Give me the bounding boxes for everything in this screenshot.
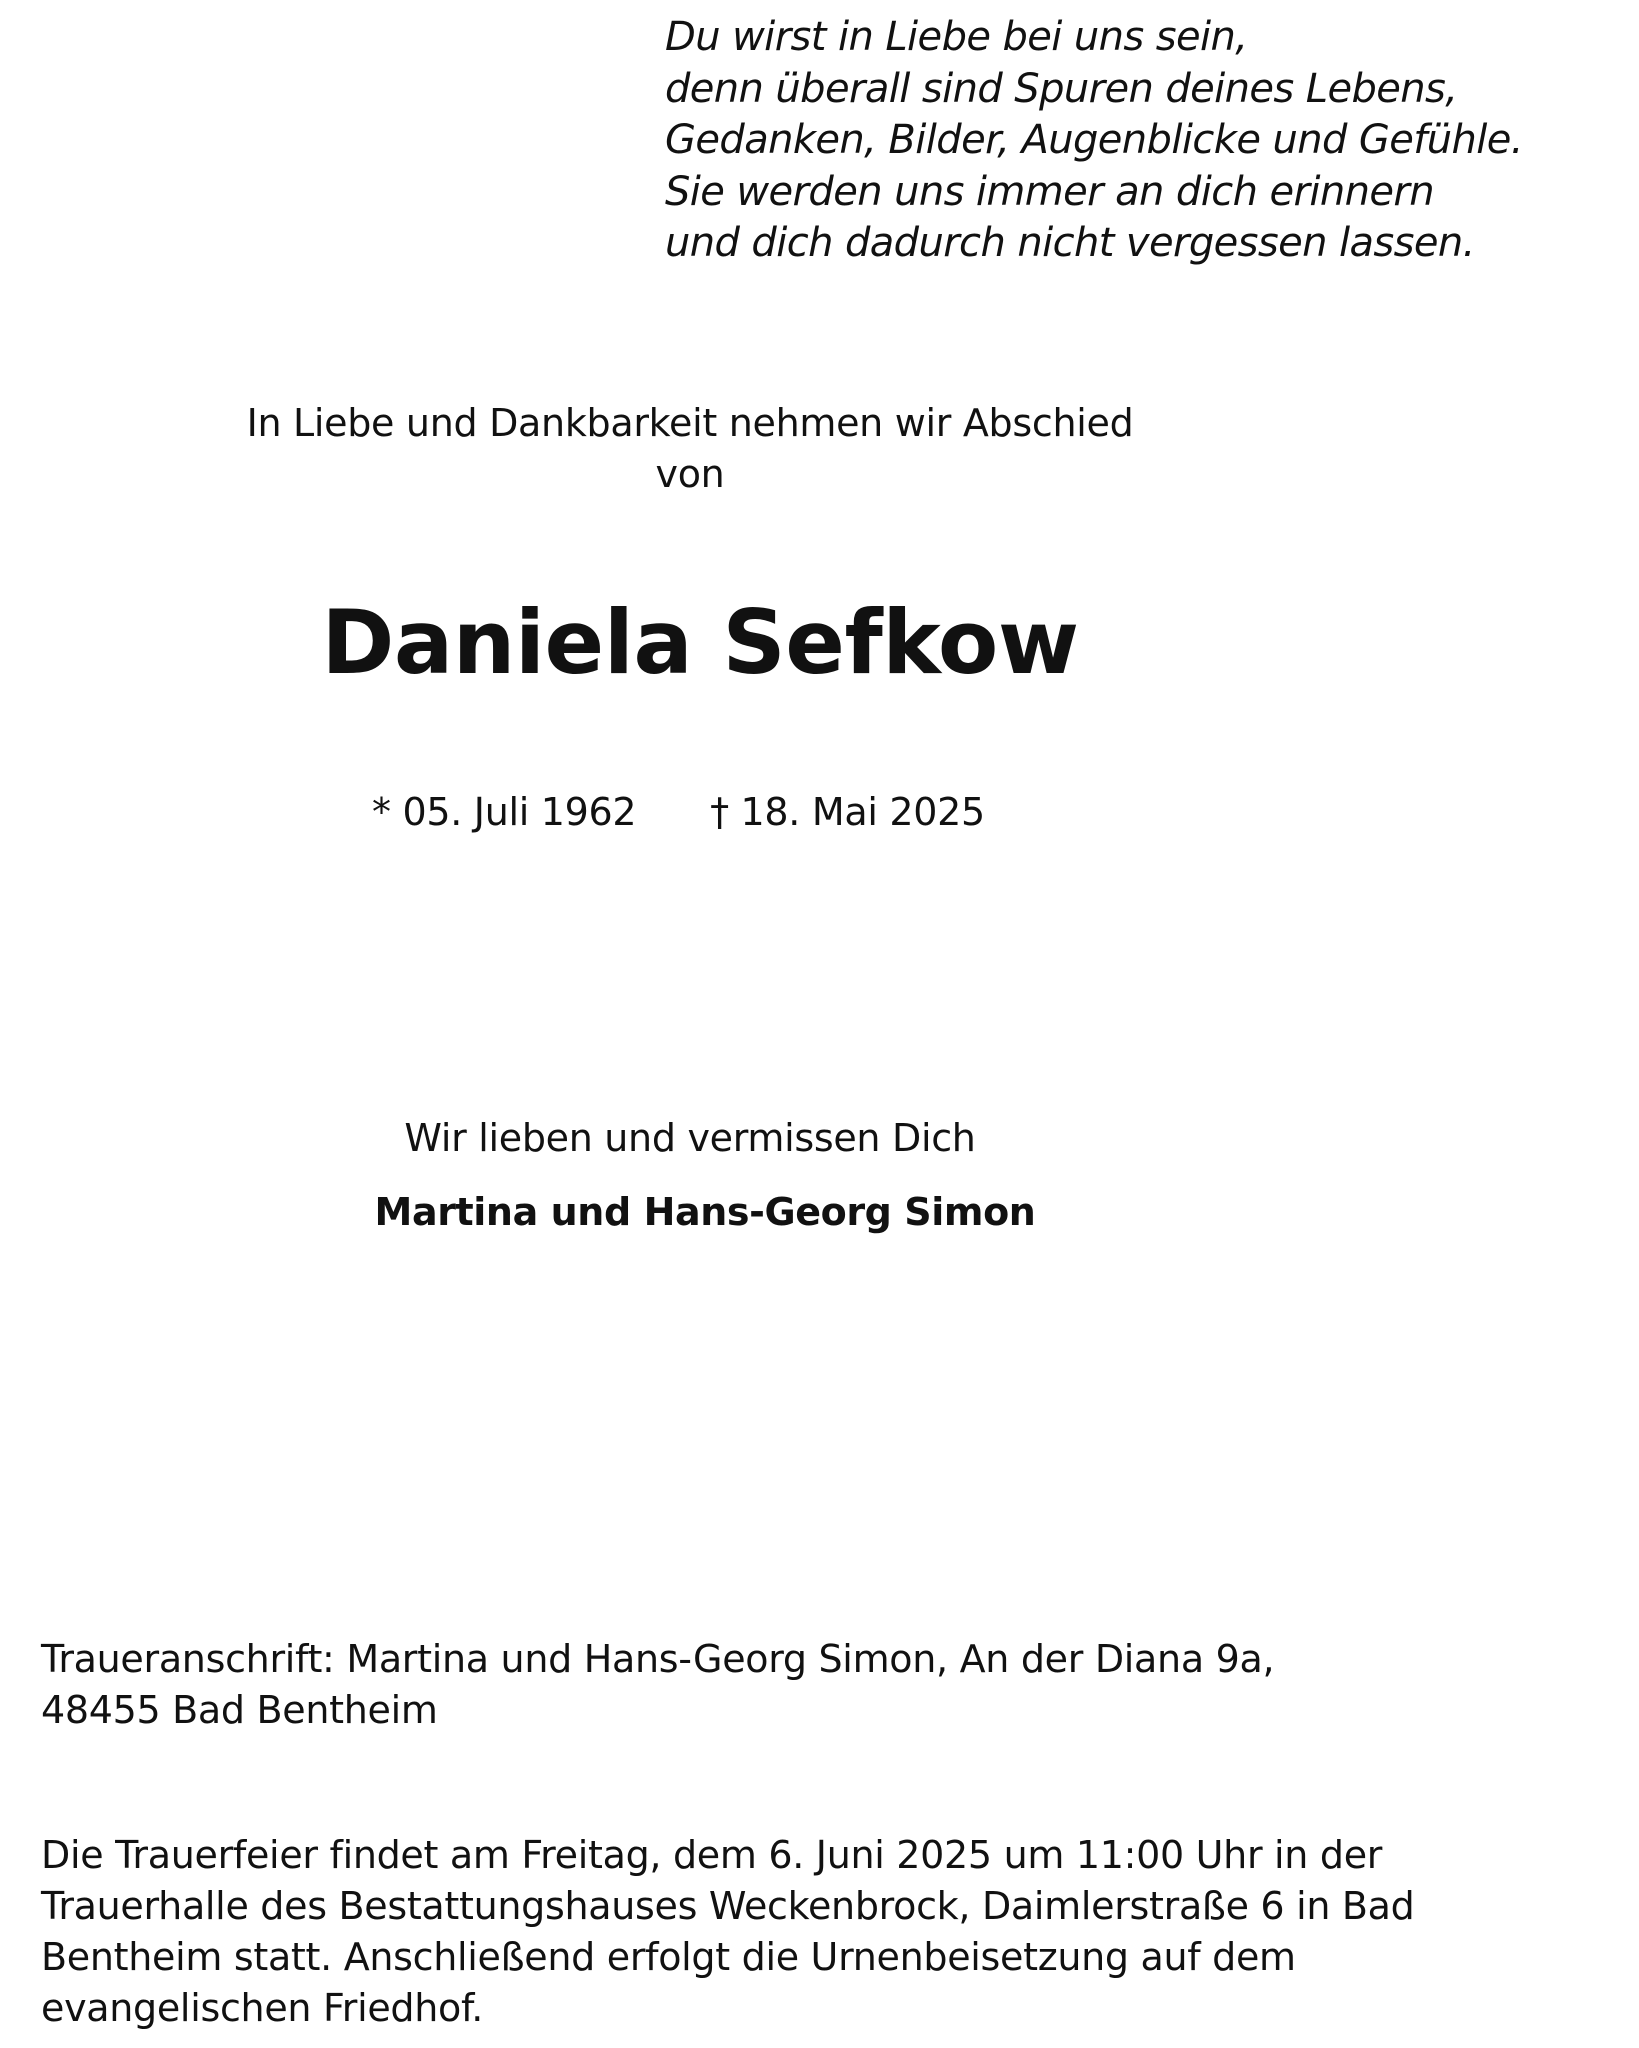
poem-line: Gedanken, Bilder, Augenblicke und Gefühle. bbox=[665, 117, 1523, 163]
poem-line: Du wirst in Liebe bei uns sein, bbox=[665, 14, 1248, 60]
intro-line-1: In Liebe und Dankbarkeit nehmen wir Abschied bbox=[246, 401, 1134, 445]
farewell-message: Wir lieben und vermissen Dich bbox=[404, 1116, 976, 1160]
ceremony-line: evangelischen Friedhof. bbox=[41, 1986, 484, 2030]
ceremony-line: Trauerhalle des Bestattungshauses Weckenbrock, Daimlerstraße 6 in Bad bbox=[41, 1884, 1415, 1928]
ceremony-line: Die Trauerfeier findet am Freitag, dem 6. Juni 2025 um 11:00 Uhr in der bbox=[41, 1833, 1383, 1877]
death-date: † 18. Mai 2025 bbox=[710, 790, 985, 834]
poem-line: und dich dadurch nicht vergessen lassen. bbox=[665, 220, 1475, 266]
intro-line-2: von bbox=[655, 452, 725, 496]
ceremony-line: Bentheim statt. Anschließend erfolgt die Urnenbeisetzung auf dem bbox=[41, 1935, 1296, 1979]
address-line: Traueranschrift: Martina und Hans-Georg Simon, An der Diana 9a, bbox=[41, 1637, 1275, 1681]
intro-text bbox=[140, 398, 1240, 500]
signers: Martina und Hans-Georg Simon bbox=[374, 1190, 1036, 1234]
poem-line: denn überall sind Spuren deines Lebens, bbox=[665, 65, 1458, 112]
mourning-address bbox=[41, 1634, 1601, 1736]
poem-line: Sie werden uns immer an dich erinnern bbox=[665, 168, 1434, 215]
deceased-name: Daniela Sefkow bbox=[321, 591, 1079, 694]
ceremony-info bbox=[41, 1830, 1601, 2034]
poem bbox=[665, 12, 1585, 270]
address-line: 48455 Bad Bentheim bbox=[41, 1688, 438, 1732]
life-dates bbox=[372, 786, 985, 838]
birth-date: * 05. Juli 1962 bbox=[372, 790, 637, 834]
